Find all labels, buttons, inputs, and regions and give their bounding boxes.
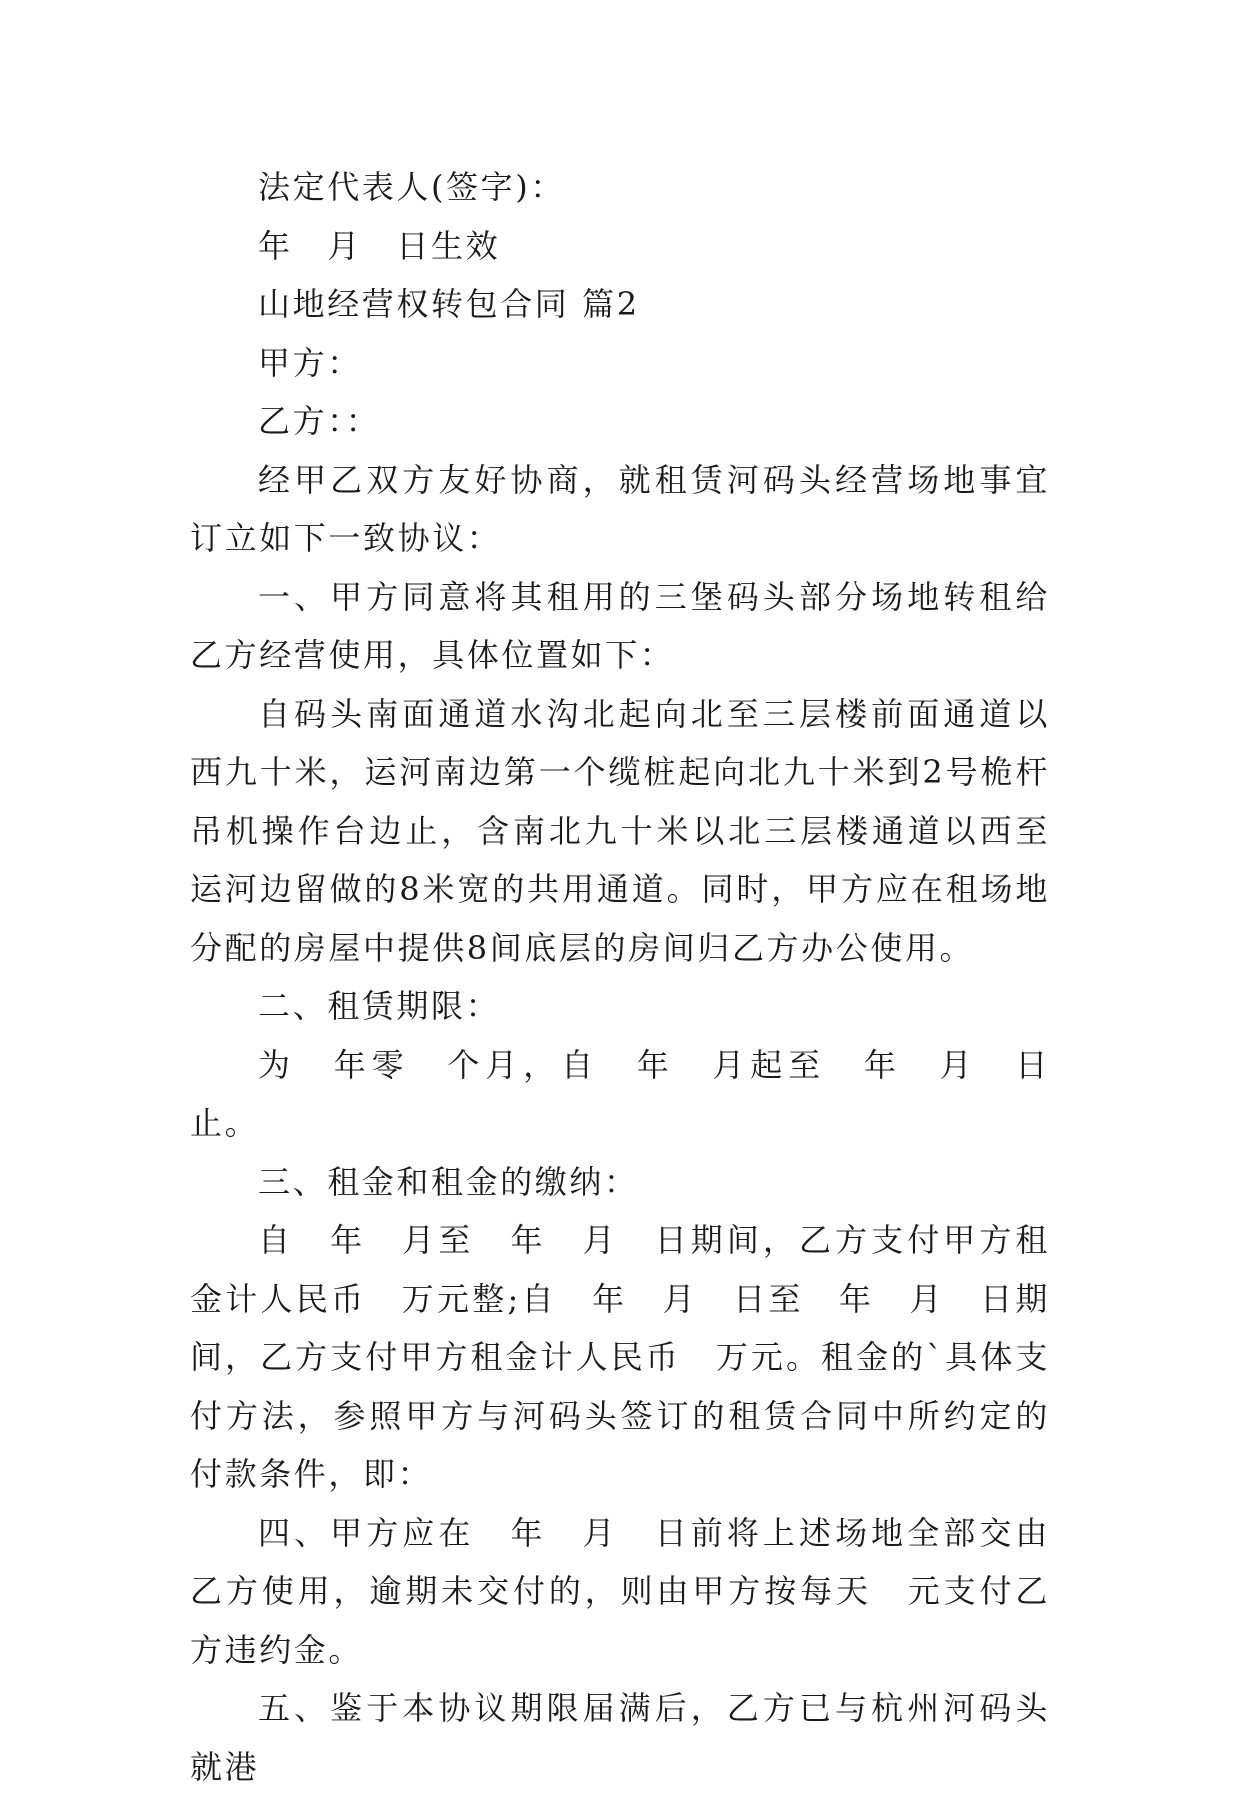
document-body	[190, 158, 1050, 1796]
clause-2-term: 为 年零 个月，自 年 月起至 年 月 日止。	[190, 1045, 1050, 1142]
clause-5-paragraph: 五、鉴于本协议期限届满后，乙方已与杭州河码头就港	[190, 1689, 1050, 1786]
effective-date-line: 年 月 日生效	[258, 226, 501, 265]
signature-line: 法定代表人(签字)：	[258, 168, 565, 206]
contract-title: 山地经营权转包合同 篇2	[258, 285, 640, 323]
party-b-line: 乙方：：	[258, 402, 381, 440]
clause-1-heading: 一、甲方同意将其租用的三堡码头部分场地转租给乙方经营使用，具体位置如下：	[190, 577, 1050, 674]
clause-3-rent: 自 年 月至 年 月 日期间，乙方支付甲方租金计人民币 万元整;自 年 月 日至 年 月 日期间，乙方支付甲方租金计人民币 万元。租金的`具体支付方法，参照甲方与河码头签订的租赁合同中所约定的付款条件，即：	[190, 1221, 1050, 1493]
clause-3-heading: 三、租金和租金的缴纳：	[258, 1162, 639, 1201]
clause-1-location: 自码头南面通道水沟北起向北至三层楼前面通道以西九十米，运河南边第一个缆桩起向北九十米到2号桅杆吊机操作台边止，含南北九十米以北三层楼通道以西至运河边留做的8米宽的共用通道。同时，甲方应在租场地分配的房屋中提供8间底层的房间归乙方办公使用。	[190, 694, 1050, 967]
clause-2-heading: 二、租赁期限：	[258, 987, 501, 1025]
preamble-paragraph: 经甲乙双方友好协商，就租赁河码头经营场地事宜订立如下一致协议：	[190, 460, 1050, 557]
clause-4-paragraph: 四、甲方应在 年 月 日前将上述场地全部交由乙方使用，逾期未交付的，则由甲方按每天 元支付乙方违约金。	[190, 1513, 1050, 1669]
party-a-line: 甲方：	[258, 343, 362, 382]
